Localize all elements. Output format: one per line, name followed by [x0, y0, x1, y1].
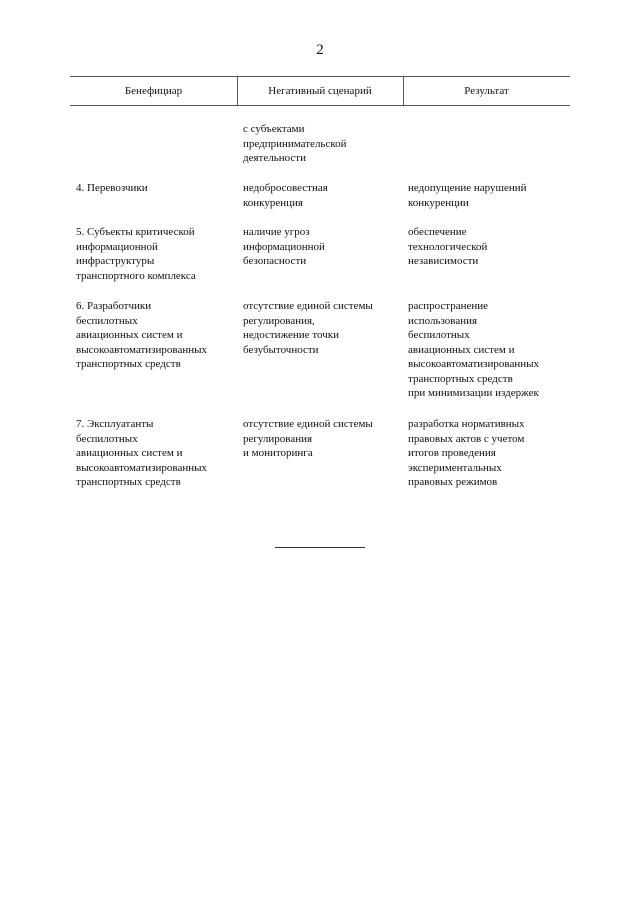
header-result: Результат: [464, 85, 509, 97]
closing-line: [275, 547, 365, 548]
cell-result: обеспечение технологической независимости: [408, 226, 488, 267]
header-beneficiary: Бенефициар: [124, 85, 183, 97]
cell-beneficiary: 5. Субъекты критической информационной инфраструктуры транспортного комплекса: [76, 226, 196, 282]
cell-scenario: наличие угроз информационной безопасности: [243, 226, 325, 267]
cell-result: разработка нормативных правовых актов с учетом итогов проведения экспериментальных правовых режимов: [408, 418, 525, 488]
cell-result: распространение использования беспилотных авиационных систем и высокоавтоматизированных транспортных средств при минимизации издержек: [408, 300, 540, 399]
cell-scenario: недобросовестная конкуренция: [243, 182, 328, 209]
cell-beneficiary: 7. Эксплуатанты беспилотных авиационных систем и высокоавтоматизированных транспортных средств: [76, 418, 208, 488]
table-header-bottom-rule: [70, 105, 570, 106]
header-negative-scenario: Негативный сценарий: [268, 85, 372, 97]
cell-result: недопущение нарушений конкуренции: [408, 182, 527, 209]
cell-scenario: с субъектами предпринимательской деятельности: [243, 123, 347, 164]
cell-beneficiary: 4. Перевозчики: [76, 182, 148, 194]
page-number: 2: [316, 42, 324, 58]
cell-scenario: отсутствие единой системы регулирования и мониторинга: [243, 418, 373, 459]
table-top-rule: [70, 76, 570, 77]
cell-scenario: отсутствие единой системы регулирования, недостижение точки безубыточности: [243, 300, 373, 356]
cell-beneficiary: 6. Разработчики беспилотных авиационных систем и высокоавтоматизированных транспортных средств: [76, 300, 208, 370]
